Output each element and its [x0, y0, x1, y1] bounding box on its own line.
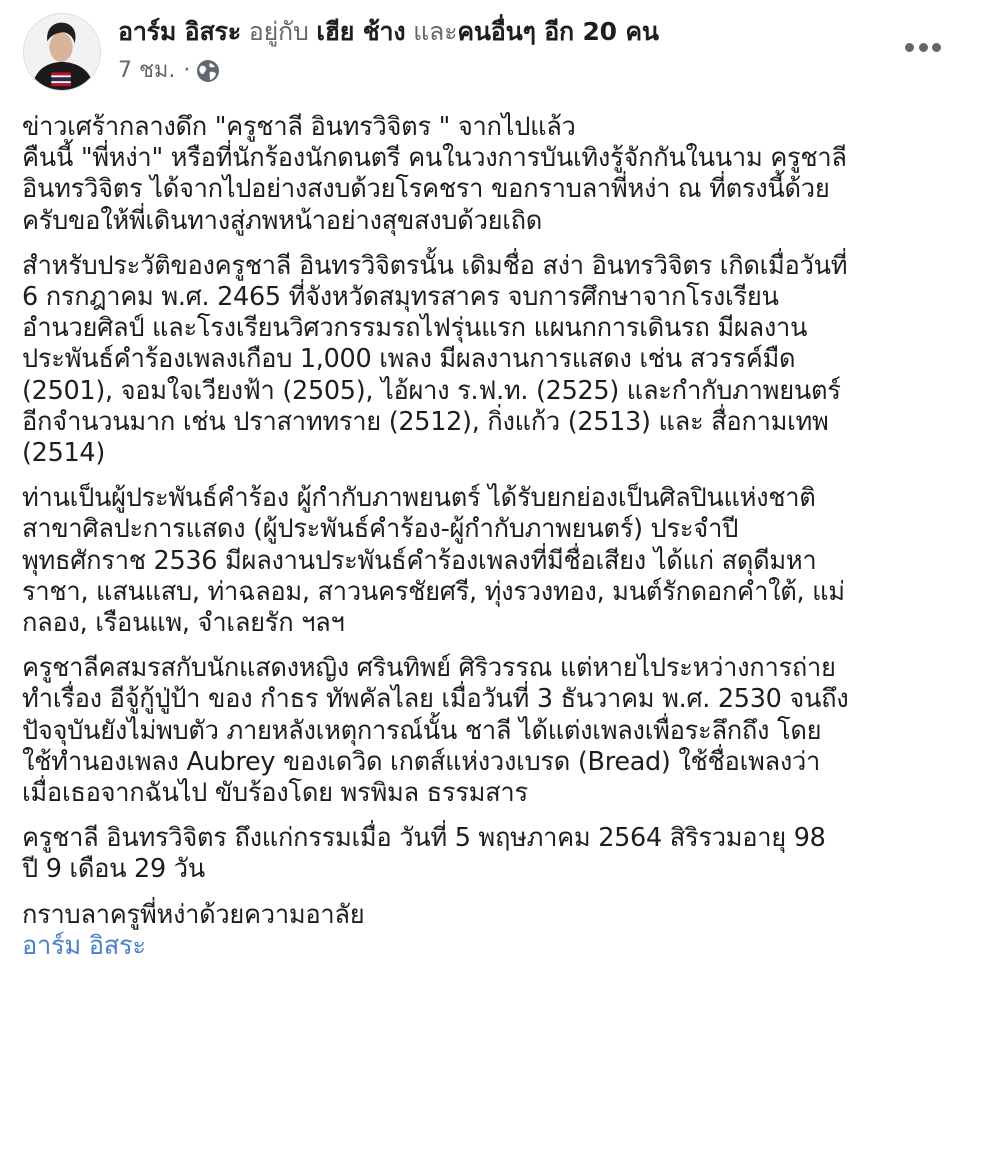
text-line: ครูชาลีคสมรสกับนักแสดงหญิง ศรินทิพย์ ศิริวรรณ แต่หายไประหว่างการถ่าย: [22, 653, 836, 684]
text-line: ใช้ทำนองเพลง Aubrey ของเดวิด เกตส์แห่งวงเบรด (Bread) ใช้ชื่อเพลงว่า: [22, 746, 821, 777]
others-link[interactable]: คนอื่นๆ อีก 20 คน: [457, 17, 659, 46]
with-label: อยู่กับ: [248, 17, 309, 46]
more-horizontal-icon: [932, 43, 941, 52]
text-line: (2514): [22, 438, 105, 469]
text-line: อินทรวิจิตร ได้จากไปอย่างสงบด้วยโรคชรา ขอกราบลาพี่หง่า ณ ที่ตรงนี้ด้วย: [22, 174, 830, 205]
text-line: ราชา, แสนแสบ, ท่าฉลอม, สาวนครชัยศรี, ทุ่งรวงทอง, มนต์รักดอกคำใต้, แม่: [22, 576, 845, 607]
text-line: อีกจำนวนมาก เช่น ปราสาททราย (2512), กิ่งแก้ว (2513) และ สื่อกามเทพ: [22, 406, 829, 437]
more-options-button[interactable]: [905, 35, 941, 59]
post-header: [0, 0, 984, 100]
text-line: เมื่อเธอจากฉันไป ขับร้องโดย พรพิมล ธรรมสาร: [22, 778, 528, 809]
meta-separator: ·: [183, 58, 191, 83]
text-line: คืนนี้ "พี่หง่า" หรือที่นักร้องนักดนตรี คนในวงการบันเทิงรู้จักกันในนาม ครูชาลี: [22, 143, 847, 174]
text-line: (2501), จอมใจเวียงฟ้า (2505), ไอ้ผาง ร.ฟ.ท. (2525) และกำกับภาพยนตร์: [22, 375, 841, 406]
avatar[interactable]: [23, 13, 101, 91]
profile-photo: [24, 14, 100, 90]
post-body: [22, 112, 967, 976]
text-line: ปัจจุบันยังไม่พบตัว ภายหลังเหตุการณ์นั้น ชาลี ได้แต่งเพลงเพื่อระลึกถึง โดย: [22, 715, 822, 746]
more-horizontal-icon: [905, 43, 914, 52]
text-line: ปี 9 เดือน 29 วัน: [22, 854, 205, 885]
author-name-link[interactable]: อาร์ม อิสระ: [118, 17, 241, 46]
paragraph-biography: [22, 251, 967, 469]
paragraph-intro: [22, 112, 967, 237]
text-line: ท่านเป็นผู้ประพันธ์คำร้อง ผู้กำกับภาพยนตร์ ได้รับยกย่องเป็นศิลปินแห่งชาติ: [22, 483, 816, 514]
text-line: กราบลาครูพี่หง่าด้วยความอาลัย: [22, 899, 365, 930]
text-line: ครูชาลี อินทรวิจิตร ถึงแก่กรรมเมื่อ วันที่ 5 พฤษภาคม 2564 สิริรวมอายุ 98: [22, 823, 826, 854]
text-line: สาขาศิลปะการแสดง (ผู้ประพันธ์คำร้อง-ผู้กำกับภาพยนตร์) ประจำปี: [22, 514, 739, 545]
text-line: ประพันธ์คำร้องเพลงเกือบ 1,000 เพลง มีผลงานการแสดง เช่น สวรรค์มืด: [22, 344, 796, 375]
paragraph-farewell: [22, 900, 967, 962]
post-header-title: [118, 14, 659, 50]
text-line: พุทธศักราช 2536 มีผลงานประพันธ์คำร้องเพลงที่มีชื่อเสียง ได้แก่ สดุดีมหา: [22, 545, 817, 576]
text-line: สำหรับประวัติของครูชาลี อินทรวิจิตรนั้น เดิมชื่อ สง่า อินทรวิจิตร เกิดเมื่อวันที่: [22, 250, 848, 281]
tagged-person-link[interactable]: เฮีย ช้าง: [316, 17, 406, 46]
paragraph-marriage: [22, 653, 967, 809]
author-signature-link[interactable]: อาร์ม อิสระ: [22, 930, 146, 961]
paragraph-honors: [22, 483, 967, 639]
text-line: ทำเรื่อง อีจู้กู้ปู่ป้า ของ กำธร ทัพคัลไลย เมื่อวันที่ 3 ธันวาคม พ.ศ. 2530 จนถึง: [22, 684, 849, 715]
globe-icon[interactable]: [196, 59, 220, 83]
signature: [22, 931, 967, 962]
text-line: กลอง, เรือนแพ, จำเลยรัก ฯลฯ: [22, 608, 345, 639]
paragraph-death: [22, 823, 967, 885]
text-line: ครับขอให้พี่เดินทางสู่ภพหน้าอย่างสุขสงบด้วยเถิด: [22, 205, 543, 236]
text-line: ข่าวเศร้ากลางดึก "ครูชาลี อินทรวิจิตร " จากไปแล้ว: [22, 112, 576, 142]
text-line: 6 กรกฎาคม พ.ศ. 2465 ที่จังหวัดสมุทรสาคร จบการศึกษาจากโรงเรียน: [22, 282, 779, 313]
and-label: และ: [413, 17, 458, 46]
text-line: อำนวยศิลป์ และโรงเรียนวิศวกรรมรถไฟรุ่นแรก แผนกการเดินรถ มีผลงาน: [22, 313, 808, 344]
post-timestamp[interactable]: 7 ชม.: [118, 58, 176, 83]
post-meta: [118, 56, 220, 86]
more-horizontal-icon: [919, 43, 928, 52]
